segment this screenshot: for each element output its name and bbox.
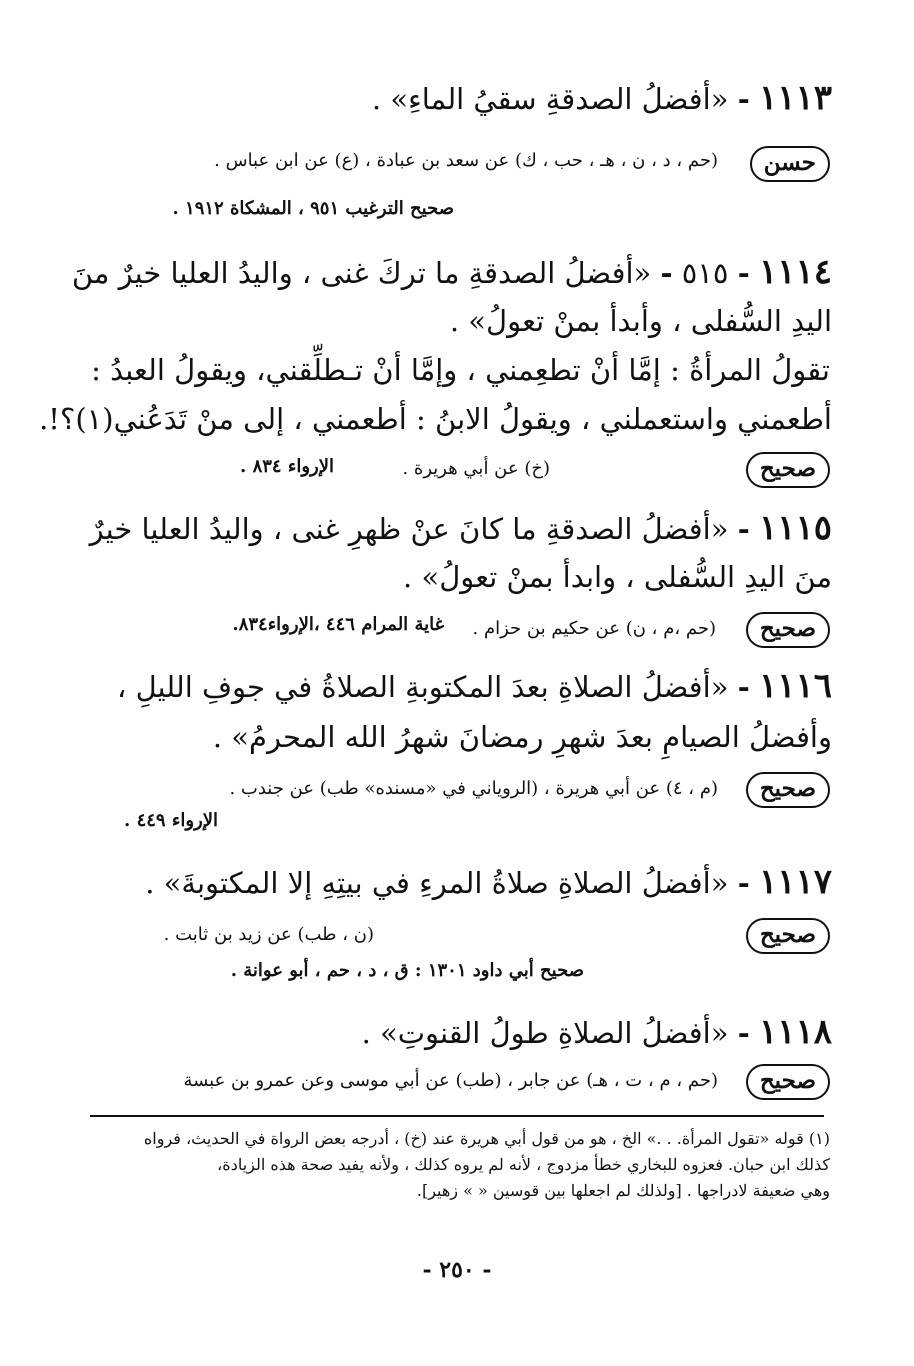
hadith-text: «أفضلُ الصدقةِ ما كانَ عنْ ظهرِ غنى ، واليدُ العليا خيرٌ — [89, 512, 729, 546]
footnote-divider — [90, 1115, 824, 1117]
grade-badge: صحيح — [746, 918, 830, 954]
hadith-text: «أفضلُ الصلاةِ طولُ القنوتِ» . — [361, 1016, 729, 1050]
hadith-sources: (حم ،م ، ن) عن حكيم بن حزام . — [472, 618, 716, 639]
sub-number: ٥١٥ — [681, 256, 729, 290]
hadith-1116-line-1 — [117, 666, 832, 706]
hadith-1117-line — [145, 862, 832, 902]
hadith-1114-line-4: أطعمني واستعملني ، ويقولُ الابنُ : أطعمني ، إلى منْ تَدَعُني(١)؟!. — [39, 402, 832, 436]
hadith-text: «أفضلُ الصلاةِ صلاةُ المرءِ في بيتِهِ إلا المكتوبةَ» . — [145, 866, 729, 900]
hadith-number: ١١١٤ — [758, 252, 832, 292]
grade-badge: صحيح — [746, 772, 830, 808]
hadith-1116-line-2: وأفضلُ الصيامِ بعدَ شهرِ رمضانَ شهرُ الله المحرمُ» . — [212, 720, 832, 754]
separator-dash: - — [737, 866, 750, 900]
grade-badge: حسن — [750, 146, 830, 182]
separator-dash: - — [737, 82, 750, 116]
hadith-references: الإرواء ٤٤٩ . — [124, 810, 218, 831]
hadith-references: صحيح الترغيب ٩٥١ ، المشكاة ١٩١٢ . — [172, 198, 454, 219]
footnote — [84, 1126, 830, 1204]
separator-dash: - — [737, 512, 750, 546]
hadith-sources: (خ) عن أبي هريرة . — [402, 458, 550, 479]
hadith-text: «أفضلُ الصلاةِ بعدَ المكتوبةِ الصلاةُ في جوفِ الليلِ ، — [116, 670, 729, 704]
hadith-text: «أفضلُ الصدقةِ ما تركَ غنى ، واليدُ العليا خيرٌ منَ — [71, 256, 652, 290]
hadith-1115-line-1 — [90, 508, 832, 548]
separator-dash: - — [737, 670, 750, 704]
hadith-number: ١١١٨ — [758, 1012, 832, 1052]
footnote-line: (١) قوله «تقول المرأة. . .» الخ ، هو من قول أبي هريرة عند (خ) ، أدرجه بعض الرواة في الحديث، فرواه — [143, 1129, 830, 1148]
hadith-sources: (حم ، م ، ت ، هـ) عن جابر ، (طب) عن أبي موسى وعن عمرو بن عبسة — [183, 1070, 718, 1091]
hadith-sources: (م ، ٤) عن أبي هريرة ، (الروياني في «مسنده» طب) عن جندب . — [229, 778, 718, 799]
page-number: - ٢٥٠ - — [422, 1257, 492, 1283]
hadith-1114-line-2: اليدِ السُّفلى ، وأبدأ بمنْ تعولُ» . — [449, 304, 832, 338]
hadith-1118-line — [362, 1012, 832, 1052]
hadith-references: صحيح أبي داود ١٣٠١ : ق ، د ، حم ، أبو عوانة . — [230, 960, 584, 981]
grade-badge: صحيح — [746, 1064, 830, 1100]
hadith-1115-line-2: منَ اليدِ السُّفلى ، وابدأ بمنْ تعولُ» . — [403, 560, 832, 594]
hadith-number: ١١١٧ — [758, 862, 832, 902]
hadith-number: ١١١٥ — [758, 508, 832, 548]
footnote-line: وهي ضعيفة لادراجها . [ولذلك لم اجعلها بين قوسين « » زهير]. — [416, 1181, 830, 1200]
hadith-number: ١١١٦ — [758, 666, 832, 706]
hadith-sources: (حم ، د ، ن ، هـ ، حب ، ك) عن سعد بن عبادة ، (ع) عن ابن عباس . — [214, 150, 718, 171]
hadith-1114-line-1 — [72, 252, 832, 292]
hadith-1114-line-3: تقولُ المرأةُ : إمَّا أنْ تطعِمني ، وإمَّا أنْ تـطلِّقني، ويقولُ العبدُ : — [91, 353, 830, 387]
hadith-references: غاية المرام ٤٤٦ ،الإرواء٨٣٤. — [232, 614, 444, 635]
grade-badge: صحيح — [746, 612, 830, 648]
separator-dash: - — [660, 256, 673, 290]
separator-dash: - — [737, 1016, 750, 1050]
hadith-references: الإرواء ٨٣٤ . — [240, 456, 334, 477]
hadith-number: ١١١٣ — [758, 78, 832, 118]
hadith-text: «أفضلُ الصدقةِ سقيُ الماءِ» . — [371, 82, 729, 116]
grade-badge: صحيح — [746, 452, 830, 488]
separator-dash: - — [737, 256, 750, 290]
footnote-line: كذلك ابن حبان. فعزوه للبخاري خطأ مزدوج ، لأنه لم يروه كذلك ، ولأنه يفيد صحة هذه الزيادة، — [217, 1155, 830, 1174]
hadith-1113-line — [372, 78, 832, 118]
hadith-sources: (ن ، طب) عن زيد بن ثابت . — [163, 924, 374, 945]
